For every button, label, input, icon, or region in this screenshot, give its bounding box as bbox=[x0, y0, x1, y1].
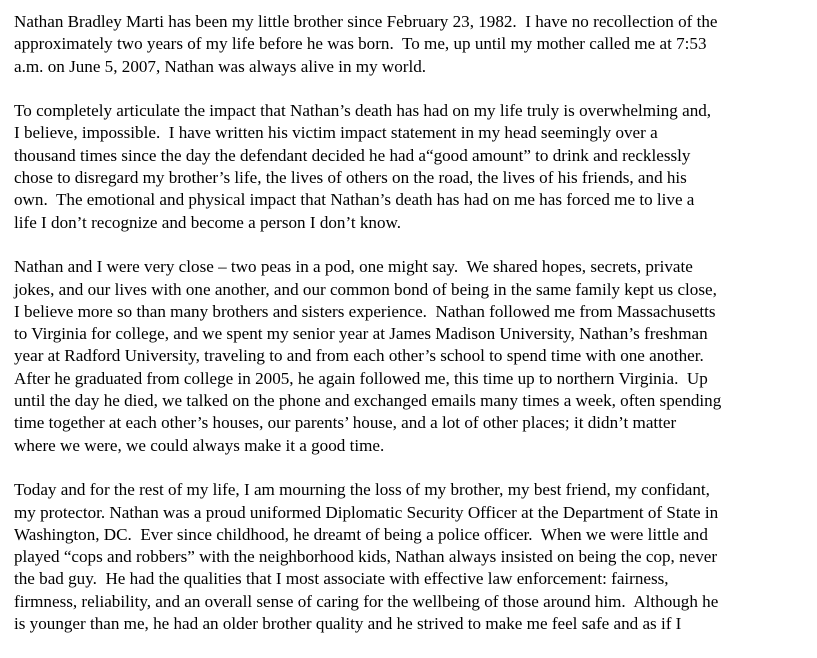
paragraph-1 bbox=[14, 11, 814, 78]
text-line: I believe more so than many brothers and sisters experience. Nathan followed me from Massachusetts bbox=[14, 301, 716, 321]
text-line: time together at each other’s houses, our parents’ house, and a lot of other places; it didn’t matter bbox=[14, 413, 677, 433]
text-line: Washington, DC. Ever since childhood, he dreamt of being a police officer. When we were little and bbox=[14, 524, 708, 544]
text-line: where we were, we could always make it a good time. bbox=[14, 435, 385, 455]
text-line: played “cops and robbers” with the neighborhood kids, Nathan always insisted on being the cop, never bbox=[14, 547, 718, 567]
text-line: Nathan and I were very close – two peas in a pod, one might say. We shared hopes, secrets, private bbox=[14, 257, 693, 277]
text-line: Nathan Bradley Marti has been my little brother since February 23, 1982. I have no recollection of the bbox=[14, 12, 718, 31]
text-line: is younger than me, he had an older brother quality and he strived to make me feel safe and as if I bbox=[14, 614, 682, 634]
text-line: After he graduated from college in 2005, he again followed me, this time up to northern Virginia. Up bbox=[14, 368, 708, 388]
text-line: chose to disregard my brother’s life, the lives of others on the road, the lives of his friends, and his bbox=[14, 168, 687, 188]
text-line: my protector. Nathan was a proud uniformed Diplomatic Security Officer at the Department of State in bbox=[14, 502, 719, 522]
text-line: Today and for the rest of my life, I am mourning the loss of my brother, my best friend, my confidant, bbox=[14, 480, 710, 500]
text-line: I believe, impossible. I have written his victim impact statement in my head seemingly over a bbox=[14, 123, 658, 143]
paragraph-3 bbox=[14, 256, 814, 457]
text-line: the bad guy. He had the qualities that I most associate with effective law enforcement: fairness, bbox=[14, 569, 669, 589]
text-line: firmness, reliability, and an overall sense of caring for the wellbeing of those around him. Although he bbox=[14, 591, 719, 611]
text-line: to Virginia for college, and we spent my senior year at James Madison University, Nathan’s freshman bbox=[14, 324, 708, 344]
text-line: year at Radford University, traveling to and from each other’s school to spend time with one another. bbox=[14, 346, 704, 366]
text-line: thousand times since the day the defendant decided he had a“good amount” to drink and recklessly bbox=[14, 145, 691, 165]
text-line: until the day he died, we talked on the phone and exchanged emails many times a week, often spending bbox=[14, 391, 722, 411]
text-line: To completely articulate the impact that Nathan’s death has had on my life truly is overwhelming and, bbox=[14, 101, 712, 121]
paragraph-4 bbox=[14, 479, 814, 635]
text-line: jokes, and our lives with one another, and our common bond of being in the same family kept us close, bbox=[14, 279, 717, 299]
paragraph-2 bbox=[14, 100, 814, 234]
document-page bbox=[14, 11, 814, 658]
text-line: own. The emotional and physical impact that Nathan’s death has had on me has forced me to live a bbox=[14, 190, 695, 210]
text-line: a.m. on June 5, 2007, Nathan was always alive in my world. bbox=[14, 56, 427, 76]
text-line: life I don’t recognize and become a person I don’t know. bbox=[14, 212, 402, 232]
text-line: approximately two years of my life before he was born. To me, up until my mother called me at 7:53 bbox=[14, 34, 707, 54]
